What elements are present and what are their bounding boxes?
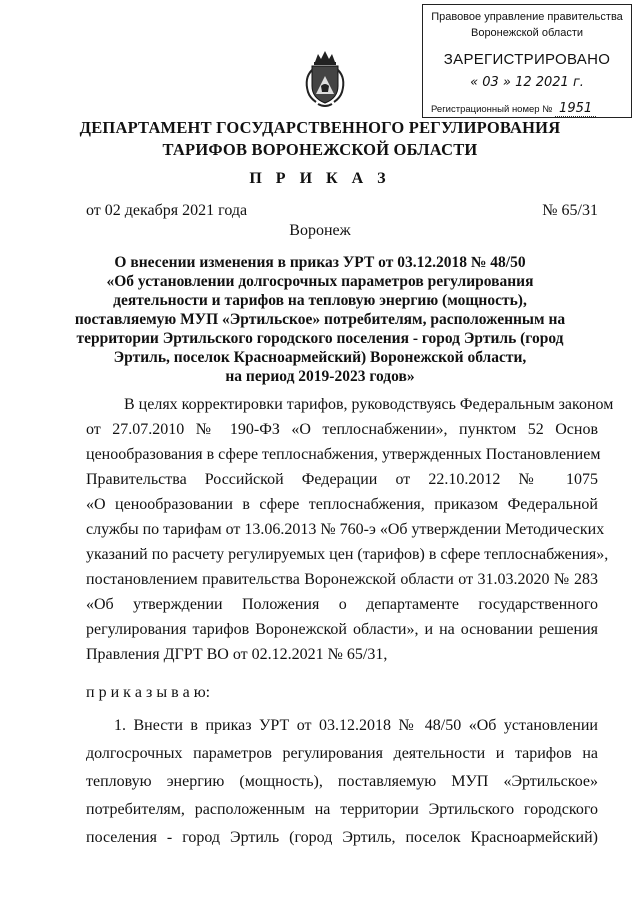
stamp-number-row: [423, 101, 639, 116]
stamp-org-line2: Воронежской области: [470, 27, 583, 39]
order-word: п р и к а з ы в а ю:: [86, 684, 211, 701]
title-line: деятельности и тарифов на тепловую энергию (мощность),: [113, 292, 527, 309]
preamble-line: от 27.07.2010 № 190-ФЗ «О теплоснабжении», пунктом 52 Основ: [86, 421, 598, 438]
stamp-number-value: 1951: [555, 101, 596, 117]
preamble-line: ценообразования в сфере теплоснабжения, утвержденных Постановлением: [86, 446, 601, 463]
document-number: № 65/31: [542, 202, 598, 219]
preamble-line: постановлением правительства Воронежской области от 31.03.2020 № 283: [86, 571, 598, 588]
title-line: поставляемую МУП «Эртильское» потребителям, расположенным на: [74, 311, 566, 328]
title-line: территории Эртильского городского поселения - город Эртиль (город: [76, 330, 564, 347]
preamble-line: Правления ДГРТ ВО от 02.12.2021 № 65/31,: [86, 646, 388, 663]
preamble-line: «Об утверждении Положения о департаменте государственного: [86, 596, 598, 613]
item1-line: 1. Внести в приказ УРТ от 03.12.2018 № 48/50 «Об установлении: [114, 717, 598, 734]
stamp-org-line1: Правовое управление правительства: [431, 11, 623, 23]
department-title-line2: ТАРИФОВ ВОРОНЕЖСКОЙ ОБЛАСТИ: [162, 140, 478, 159]
preamble-line: указаний по расчету регулируемых цен (тарифов) в сфере теплоснабжения»,: [86, 546, 609, 563]
registration-stamp: [422, 4, 632, 118]
item1-line: поселения - город Эртиль (город Эртиль, поселок Красноармейский): [86, 829, 598, 846]
preamble-line: регулирования тарифов Воронежской области», и на основании решения: [86, 621, 598, 638]
stamp-registered: ЗАРЕГИСТРИРОВАНО: [443, 51, 611, 68]
item1-line: тепловую энергию (мощность), поставляемую МУП «Эртильское»: [86, 773, 598, 790]
item1-line: потребителям, расположенным на территории Эртильского городского: [86, 801, 598, 818]
stamp-number-label: Регистрационный номер №: [431, 104, 553, 115]
department-title-line1: ДЕПАРТАМЕНТ ГОСУДАРСТВЕННОГО РЕГУЛИРОВАНИЯ: [79, 118, 561, 137]
preamble-line: Правительства Российской Федерации от 22.10.2012 № 1075: [86, 471, 598, 488]
stamp-date: « 03 » 12 2021 г.: [470, 75, 584, 90]
item1-line: долгосрочных параметров регулирования деятельности и тарифов на: [86, 745, 598, 762]
title-line: О внесении изменения в приказ УРТ от 03.12.2018 № 48/50: [114, 254, 526, 271]
preamble-line: В целях корректировки тарифов, руководствуясь Федеральным законом: [124, 396, 614, 413]
voronezh-coat-of-arms-icon: [300, 48, 350, 108]
title-line: «Об установлении долгосрочных параметров регулирования: [106, 273, 534, 290]
preamble-line: службы по тарифам от 13.06.2013 № 760-э «Об утверждении Методических: [86, 521, 605, 538]
preamble-line: «О ценообразовании в сфере теплоснабжения, приказом Федеральной: [86, 496, 598, 513]
document-type: П Р И К А З: [249, 170, 391, 187]
title-line: Эртиль, поселок Красноармейский) Воронежской области,: [113, 349, 527, 366]
title-line: на период 2019-2023 годов»: [225, 368, 415, 385]
document-city: Воронеж: [289, 222, 351, 239]
document-date: от 02 декабря 2021 года: [86, 202, 248, 219]
